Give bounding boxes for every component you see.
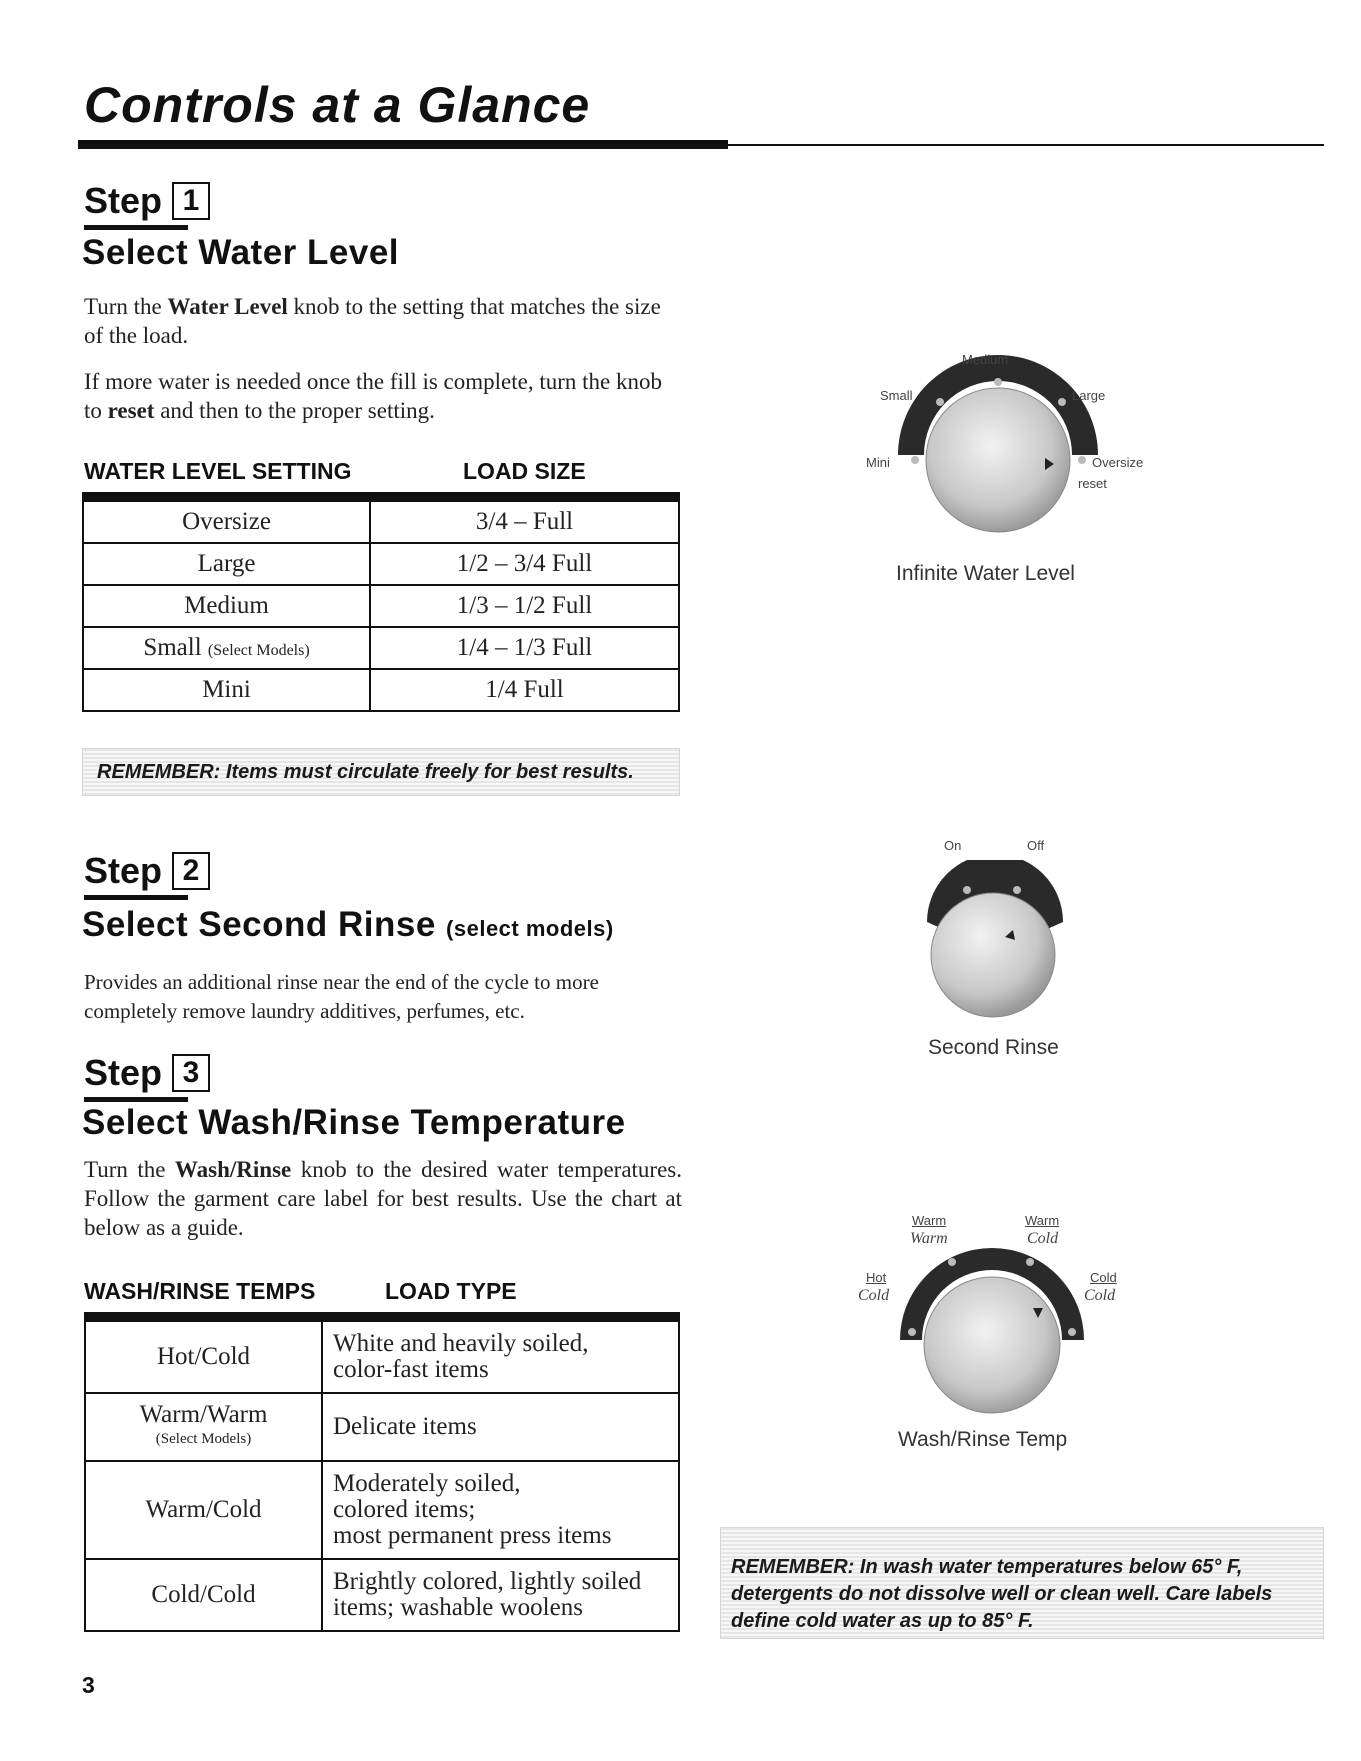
knob-label-warm-warm-top: Warm [912,1213,947,1228]
step-2-heading: Select Second Rinse (select models) [82,905,614,944]
load-type-header: LOAD TYPE [385,1278,517,1304]
step-3-paragraph: Turn the Wash/Rinse knob to the desired water temperatures. Follow the garment care label for best results. Use the chart at below as a guide. [84,1157,682,1240]
step-3-number: 3 [172,1054,210,1092]
page-number: 3 [82,1672,95,1698]
step-1-heading: Select Water Level [82,233,400,272]
water-level-table-container [82,492,680,712]
second-rinse-knob-caption: Second Rinse [928,1036,1059,1059]
wash-rinse-temp-knob-caption: Wash/Rinse Temp [898,1428,1068,1451]
knob-label-mini: Mini [866,455,890,470]
load-cell: 3/4 – Full [370,501,679,543]
step-3-underline [84,1097,188,1102]
table-row [85,1321,679,1393]
setting-cell: Oversize [83,501,370,543]
water-level-knob-caption: Infinite Water Level [896,562,1075,585]
table-row [83,627,679,669]
knob-label-warm-warm-bottom: Warm [910,1230,948,1247]
step-2-word: Step [84,850,163,891]
knob-label-hot-cold-bottom: Cold [858,1287,890,1304]
knob-label-medium: Medium [962,352,1009,367]
setting-cell: Small (Select Models) [83,627,370,669]
knob-label-cold-cold-top: Cold [1090,1270,1117,1285]
wash-rinse-temp-knob-icon [880,1230,1110,1430]
wash-temp-table-container [84,1312,680,1632]
step-2-paragraph: Provides an additional rinse near the end of the cycle to more completely remove laundry additives, perfumes, etc. [84,970,599,1023]
table-row [85,1559,679,1631]
knob-label-oversize: Oversize [1092,455,1144,470]
step-2-underline [84,895,188,900]
step-1-underline [84,225,188,230]
load-cell: 1/3 – 1/2 Full [370,585,679,627]
step-1-number: 1 [172,182,210,220]
temp-cell: Warm/Cold [85,1461,322,1559]
load-type-cell: Moderately soiled, colored items; most permanent press items [322,1461,679,1559]
load-type-cell: White and heavily soiled, color-fast items [322,1321,679,1393]
load-cell: 1/2 – 3/4 Full [370,543,679,585]
title-rule-thick [78,140,728,149]
title-rule-thin [728,144,1324,146]
table-row [85,1393,679,1461]
second-rinse-knob-icon [905,860,1075,1030]
knob-label-warm-cold-bottom: Cold [1027,1230,1059,1247]
table-row [83,669,679,711]
knob-label-warm-cold-top: Warm [1025,1213,1060,1228]
knob-label-reset: reset [1078,476,1107,491]
step-3-heading: Select Wash/Rinse Temperature [82,1103,626,1142]
step-2-label [84,850,210,892]
load-type-cell: Brightly colored, lightly soiled items; washable woolens [322,1559,679,1631]
setting-cell: Mini [83,669,370,711]
step-2-number: 2 [172,852,210,890]
temp-cell: Warm/Warm (Select Models) [85,1393,322,1461]
page-title: Controls at a Glance [84,77,591,133]
step-3-label [84,1052,210,1094]
step-1-label [84,180,210,222]
wash-rinse-temps-header: WASH/RINSE TEMPS [84,1278,316,1304]
temp-cell: Cold/Cold [85,1559,322,1631]
table-top-bar [84,1312,680,1320]
water-level-setting-header: WATER LEVEL SETTING [84,458,352,484]
table-top-bar [82,492,680,500]
load-type-cell: Delicate items [322,1393,679,1461]
step-1-paragraph-2: If more water is needed once the fill is complete, turn the knob to reset and then to the proper setting. [84,369,662,423]
setting-cell: Large [83,543,370,585]
remember-note-temperature: REMEMBER: In wash water temperatures below 65° F, detergents do not dissolve well or clean well. Care labels define cold water as up to 85° F. [720,1527,1324,1639]
table-row [83,585,679,627]
water-level-table [82,500,680,712]
temp-cell: Hot/Cold [85,1321,322,1393]
step-3-word: Step [84,1052,163,1093]
knob-label-on: On [944,838,962,853]
step-1-paragraph-1: Turn the Water Level knob to the setting that matches the size of the load. [84,294,661,348]
knob-label-off: Off [1027,838,1045,853]
load-cell: 1/4 Full [370,669,679,711]
knob-label-large: Large [1072,388,1106,403]
table-row [83,501,679,543]
knob-label-hot-cold-top: Hot [866,1270,887,1285]
step-1-word: Step [84,180,163,221]
load-cell: 1/4 – 1/3 Full [370,627,679,669]
table-row [85,1461,679,1559]
table-row [83,543,679,585]
knob-label-cold-cold-bottom: Cold [1084,1287,1116,1304]
knob-label-small: Small [880,388,913,403]
wash-temp-table [84,1320,680,1632]
remember-note-circulate: REMEMBER: Items must circulate freely for best results. [82,748,680,796]
setting-cell: Medium [83,585,370,627]
load-size-header: LOAD SIZE [463,458,586,484]
